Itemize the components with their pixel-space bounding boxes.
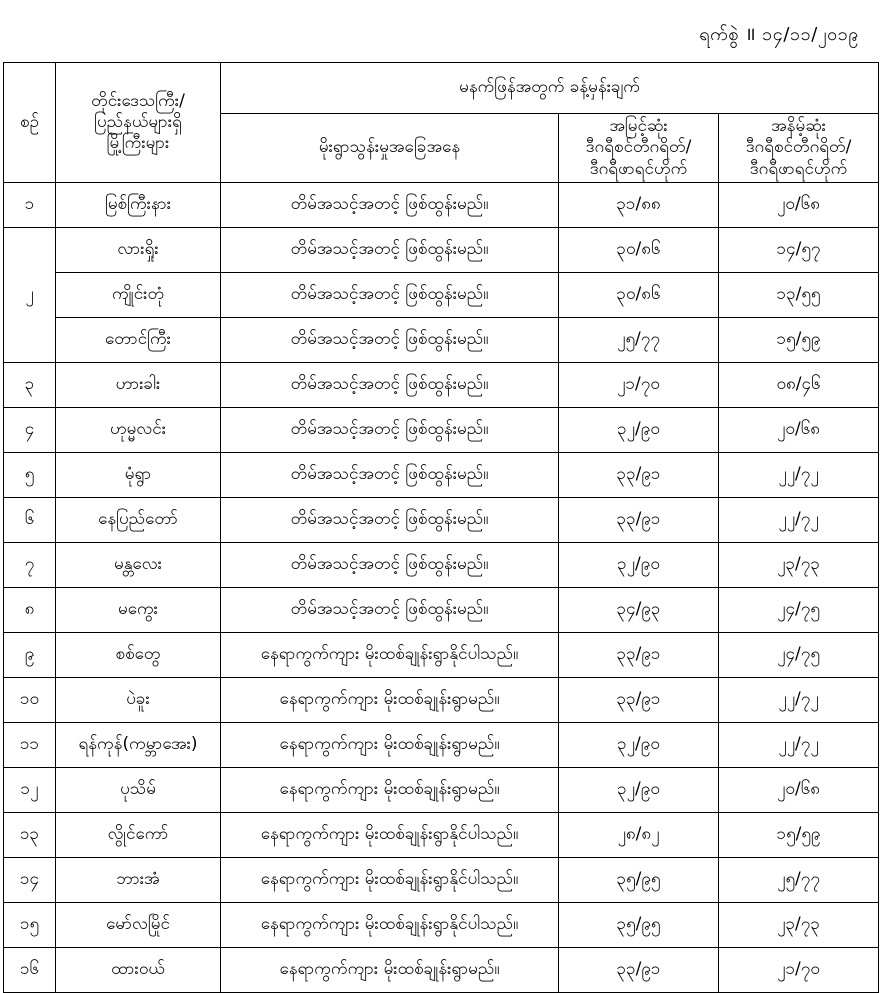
forecast-table: [3, 62, 879, 993]
row-min-temp: ၂၂/၇၂: [719, 677, 879, 722]
row-number: ၈: [4, 587, 56, 632]
table-body: [4, 182, 879, 992]
table-row: [4, 362, 879, 407]
table-row: [4, 812, 879, 857]
header-max-line-2: ဒီဂရီစင်တီဂရိတ်/: [585, 137, 692, 158]
header-cell-group: မနက်ဖြန်အတွက် ခန့်မှန်းချက်: [221, 63, 879, 114]
row-max-temp: ၃၃/၉၁: [559, 632, 719, 677]
row-region: လွိုင်ကော်: [56, 812, 221, 857]
table-row: [4, 632, 879, 677]
row-region: မန္တလေး: [56, 542, 221, 587]
row-number: ၁: [4, 182, 56, 227]
table-row: [4, 497, 879, 542]
table-row: [4, 317, 879, 362]
row-min-temp: ၂၄/၇၅: [719, 632, 879, 677]
row-min-temp: ၀၈/၄၆: [719, 362, 879, 407]
row-region: ရန်ကုန်(ကမ္ဘာအေး): [56, 722, 221, 767]
header-region-line-3: မြို့ကြီးများ: [106, 133, 170, 153]
row-number: ၁၂: [4, 767, 56, 812]
table-row: [4, 182, 879, 227]
header-min-line-3: ဒီဂရီဖာရင်ဟိုက်: [749, 158, 848, 179]
row-condition: တိမ်အသင့်အတင့် ဖြစ်ထွန်းမည်။: [221, 362, 559, 407]
row-region: ဘားအံ: [56, 857, 221, 902]
table-row: [4, 722, 879, 767]
row-region: မုံရွာ: [56, 452, 221, 497]
row-condition: တိမ်အသင့်အတင့် ဖြစ်ထွန်းမည်။: [221, 407, 559, 452]
header-region-line-1: တိုင်းဒေသကြီး/: [91, 90, 185, 111]
table-row: [4, 677, 879, 722]
row-region: နေပြည်တော်: [56, 497, 221, 542]
row-condition: နေရာကွက်ကျား မိုးထစ်ချုန်းရွာနိုင်ပါသည်။: [221, 632, 559, 677]
row-max-temp: ၂၈/၈၂: [559, 812, 719, 857]
row-min-temp: ၁၅/၅၉: [719, 812, 879, 857]
row-min-temp: ၂၂/၇၂: [719, 452, 879, 497]
row-condition: နေရာကွက်ကျား မိုးထစ်ချုန်းရွာမည်။: [221, 722, 559, 767]
row-min-temp: ၂၅/၇၇: [719, 857, 879, 902]
row-min-temp: ၁၃/၅၅: [719, 272, 879, 317]
row-number: ၂: [4, 227, 56, 362]
row-condition: တိမ်အသင့်အတင့် ဖြစ်ထွန်းမည်။: [221, 317, 559, 362]
table-row: [4, 542, 879, 587]
row-region: မော်လမြိုင်: [56, 902, 221, 947]
table-row: [4, 857, 879, 902]
row-condition: တိမ်အသင့်အတင့် ဖြစ်ထွန်းမည်။: [221, 227, 559, 272]
table-row: [4, 452, 879, 497]
table-header-row-1: [4, 63, 879, 114]
row-condition: တိမ်အသင့်အတင့် ဖြစ်ထွန်းမည်။: [221, 587, 559, 632]
row-condition: တိမ်အသင့်အတင့် ဖြစ်ထွန်းမည်။: [221, 542, 559, 587]
table-header: [4, 63, 879, 183]
table-row: [4, 272, 879, 317]
row-condition: တိမ်အသင့်အတင့် ဖြစ်ထွန်းမည်။: [221, 272, 559, 317]
row-max-temp: ၃၁/၈၈: [559, 182, 719, 227]
row-region: မကွေး: [56, 587, 221, 632]
row-min-temp: ၁၄/၅၇: [719, 227, 879, 272]
row-min-temp: ၂၂/၇၂: [719, 497, 879, 542]
row-region: ဟုမ္မလင်း: [56, 407, 221, 452]
row-max-temp: ၃၅/၉၅: [559, 902, 719, 947]
row-min-temp: ၁၅/၅၉: [719, 317, 879, 362]
row-min-temp: ၂၃/၇၃: [719, 542, 879, 587]
row-condition: နေရာကွက်ကျား မိုးထစ်ချုန်းရွာနိုင်ပါသည်။: [221, 812, 559, 857]
header-region-line-2: ပြည်နယ်များရှိ: [94, 111, 182, 132]
header-cell-condition: မိုးရွာသွန်းမှုအခြေအနေ: [221, 114, 559, 183]
row-max-temp: ၃၄/၉၃: [559, 587, 719, 632]
row-condition: နေရာကွက်ကျား မိုးထစ်ချုန်းရွာနိုင်ပါသည်။: [221, 902, 559, 947]
table-row: [4, 407, 879, 452]
header-min-line-2: ဒီဂရီစင်တီဂရိတ်/: [745, 137, 852, 158]
row-number: ၇: [4, 542, 56, 587]
header-min-line-1: အနိမ့်ဆုံး: [771, 116, 826, 136]
header-max-line-3: ဒီဂရီဖာရင်ဟိုက်: [589, 158, 688, 179]
date-separator: ॥: [744, 24, 757, 45]
row-max-temp: ၃၃/၉၁: [559, 452, 719, 497]
row-min-temp: ၂၀/၆၈: [719, 182, 879, 227]
row-max-temp: ၃၂/၉၀: [559, 767, 719, 812]
row-condition: နေရာကွက်ကျား မိုးထစ်ချုန်းရွာမည်။: [221, 677, 559, 722]
row-max-temp: ၃၂/၉၀: [559, 542, 719, 587]
row-region: ထားဝယ်: [56, 947, 221, 992]
row-max-temp: ၂၅/၇၇: [559, 317, 719, 362]
row-max-temp: ၃၃/၉၁: [559, 497, 719, 542]
row-max-temp: ၃၃/၉၁: [559, 947, 719, 992]
row-region: တောင်ကြီး: [56, 317, 221, 362]
row-condition: နေရာကွက်ကျား မိုးထစ်ချုန်းရွာမည်။: [221, 947, 559, 992]
date-line: [699, 22, 859, 49]
row-region: ကျိုင်းတုံ: [56, 272, 221, 317]
row-condition: နေရာကွက်ကျား မိုးထစ်ချုန်းရွာနိုင်ပါသည်။: [221, 857, 559, 902]
header-cell-max-temp: [559, 114, 719, 183]
row-number: ၃: [4, 362, 56, 407]
row-region: စစ်တွေ: [56, 632, 221, 677]
table-row: [4, 227, 879, 272]
row-max-temp: ၃၂/၉၀: [559, 407, 719, 452]
table-row: [4, 767, 879, 812]
row-number: ၁၁: [4, 722, 56, 767]
row-number: ၁၅: [4, 902, 56, 947]
table-row: [4, 587, 879, 632]
row-region: ပုသိမ်: [56, 767, 221, 812]
row-number: ၉: [4, 632, 56, 677]
row-number: ၁၄: [4, 857, 56, 902]
date-label: ရက်စွဲ: [699, 24, 739, 45]
row-min-temp: ၂၁/၇၀: [719, 947, 879, 992]
row-min-temp: ၂၄/၇၅: [719, 587, 879, 632]
row-condition: တိမ်အသင့်အတင့် ဖြစ်ထွန်းမည်။: [221, 497, 559, 542]
row-max-temp: ၂၁/၇၀: [559, 362, 719, 407]
row-condition: တိမ်အသင့်အတင့် ဖြစ်ထွန်းမည်။: [221, 182, 559, 227]
row-condition: နေရာကွက်ကျား မိုးထစ်ချုန်းရွာမည်။: [221, 767, 559, 812]
row-number: ၁၆: [4, 947, 56, 992]
row-number: ၅: [4, 452, 56, 497]
row-number: ၄: [4, 407, 56, 452]
date-value: ၁၄/၁၁/၂၀၁၉: [762, 24, 859, 45]
header-cell-region: [56, 63, 221, 183]
row-region: ပဲခူး: [56, 677, 221, 722]
row-region: ဟားခါး: [56, 362, 221, 407]
table-row: [4, 902, 879, 947]
row-min-temp: ၂၀/၆၈: [719, 767, 879, 812]
header-cell-no: စဉ်: [4, 63, 56, 183]
row-max-temp: ၃၀/၈၆: [559, 227, 719, 272]
row-min-temp: ၂၂/၇၂: [719, 722, 879, 767]
row-max-temp: ၃၃/၉၁: [559, 677, 719, 722]
row-min-temp: ၂၃/၇၃: [719, 902, 879, 947]
row-max-temp: ၃၂/၉၀: [559, 722, 719, 767]
row-min-temp: ၂၀/၆၈: [719, 407, 879, 452]
header-max-line-1: အမြင့်ဆုံး: [609, 116, 668, 136]
row-number: ၁၃: [4, 812, 56, 857]
header-cell-min-temp: [719, 114, 879, 183]
row-region: မြစ်ကြီးနား: [56, 182, 221, 227]
row-number: ၆: [4, 497, 56, 542]
row-max-temp: ၃၀/၈၆: [559, 272, 719, 317]
table-row: [4, 947, 879, 992]
row-max-temp: ၃၅/၉၅: [559, 857, 719, 902]
row-region: လားရှိုး: [56, 227, 221, 272]
row-condition: တိမ်အသင့်အတင့် ဖြစ်ထွန်းမည်။: [221, 452, 559, 497]
row-number: ၁၀: [4, 677, 56, 722]
